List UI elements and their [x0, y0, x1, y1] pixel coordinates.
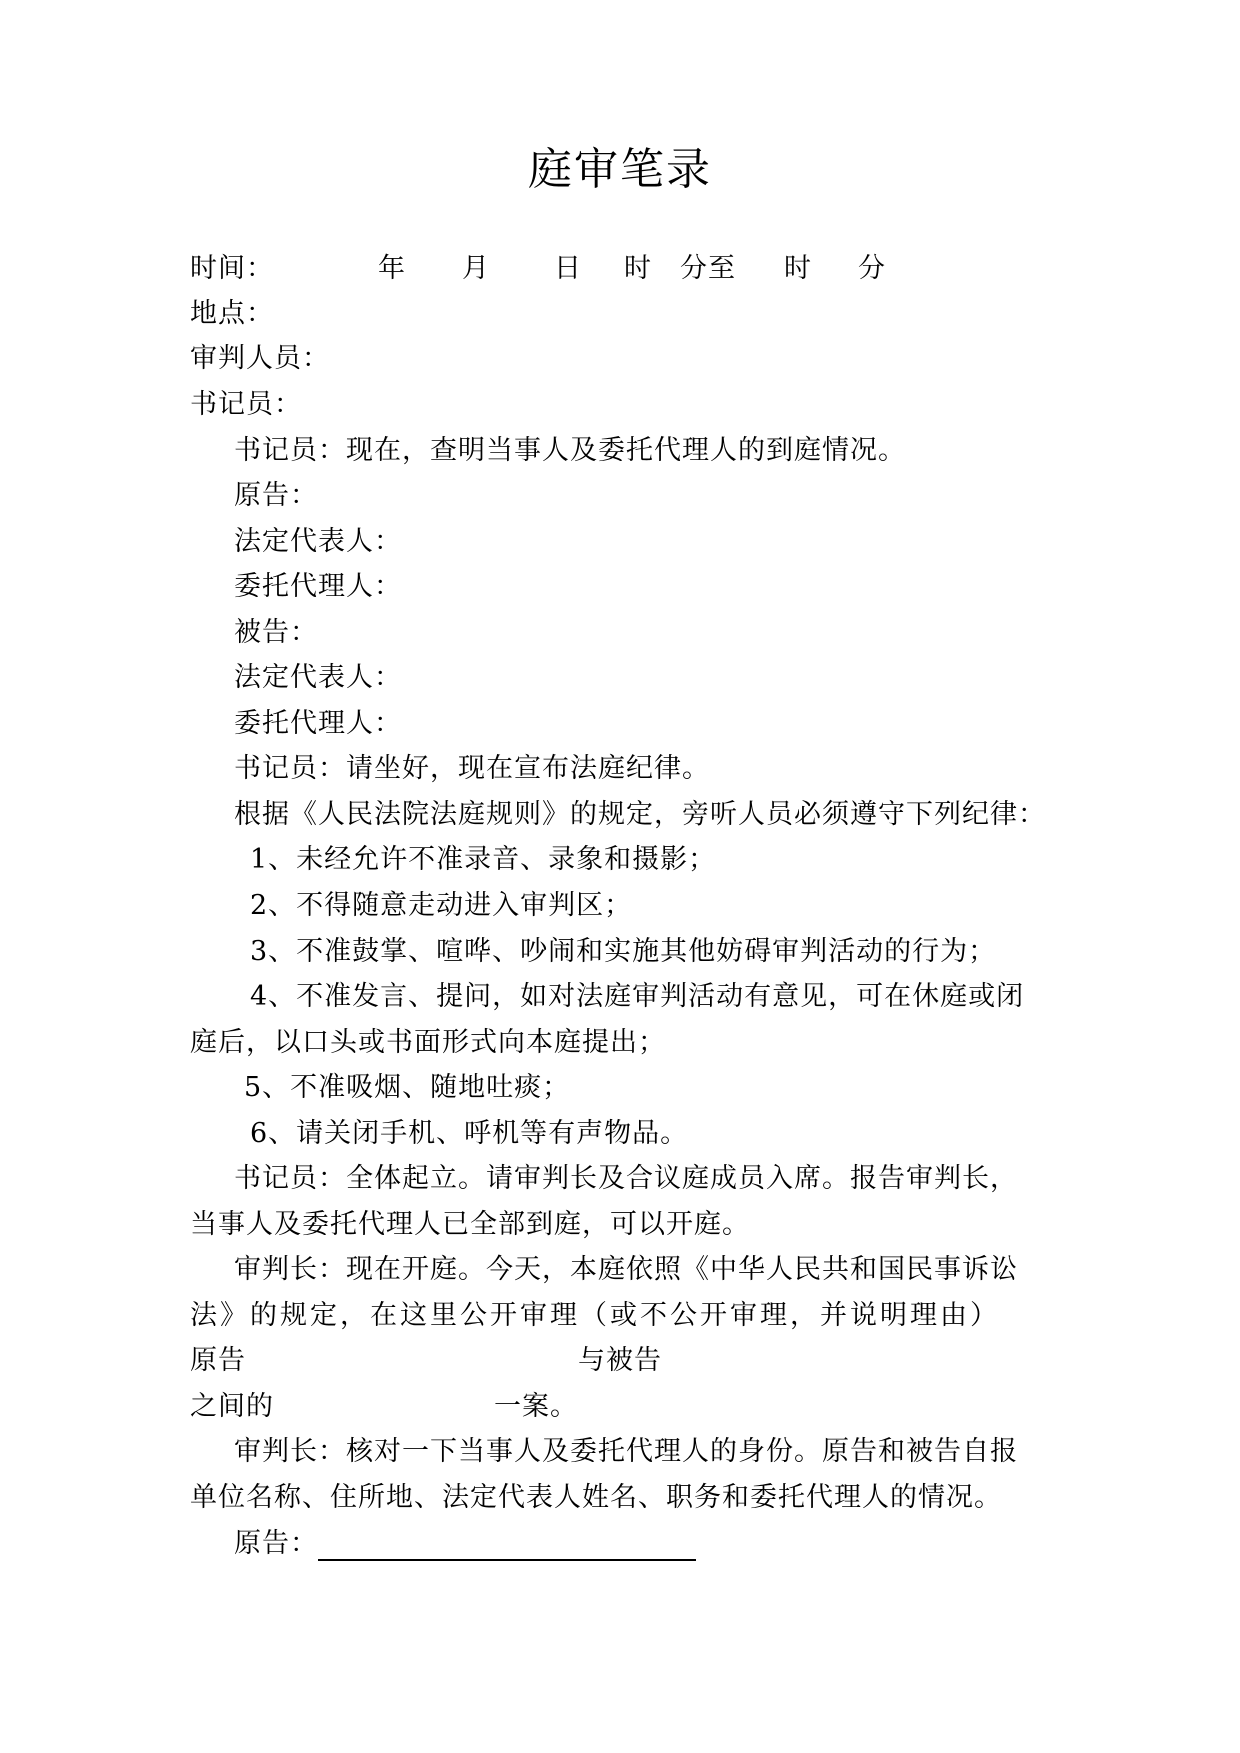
clerk-rise-b: 当事人及委托代理人已全部到庭，可以开庭。 [190, 1209, 750, 1240]
case-between-line [190, 1384, 1090, 1430]
plaintiff-rep-label: 法定代表人： [234, 526, 402, 557]
rule-6: 6、请关闭手机、呼机等有声物品。 [250, 1118, 689, 1149]
time-month: 月 [462, 253, 490, 284]
defendant-agent-label: 委托代理人： [234, 708, 402, 739]
judge-check-a: 审判长：核对一下当事人及委托代理人的身份。原告和被告自报 [234, 1436, 1018, 1467]
clerk-check: 书记员：现在，查明当事人及委托代理人的到庭情况。 [234, 435, 906, 466]
plaintiff-word: 原告 [190, 1345, 246, 1376]
time-hour: 时 [624, 253, 652, 284]
clerk-sit: 书记员：请坐好，现在宣布法庭纪律。 [234, 753, 710, 784]
rules-intro: 根据《人民法院法庭规则》的规定，旁听人员必须遵守下列纪律： [234, 799, 1046, 830]
between-word: 之间的 [190, 1391, 274, 1422]
judge-open-a: 审判长：现在开庭。今天，本庭依照《中华人民共和国民事诉讼 [234, 1254, 1018, 1285]
time-label: 时间： [190, 253, 274, 284]
one-case-word: 一案。 [494, 1391, 578, 1422]
plaintiff-label: 原告： [234, 480, 318, 511]
judge-open-b: 法》的规定，在这里公开审理（或不公开审理，并说明理由） [190, 1300, 1000, 1331]
clerk-rise-a: 书记员：全体起立。请审判长及合议庭成员入席。报告审判长， [234, 1163, 1018, 1194]
time-year: 年 [378, 253, 406, 284]
rule-4b: 庭后，以口头或书面形式向本庭提出； [190, 1027, 666, 1058]
rule-2: 2、不得随意走动进入审判区； [250, 890, 633, 921]
clerk-label: 书记员： [190, 389, 302, 420]
plaintiff-fill-line [318, 1559, 696, 1561]
and-defendant: 与被告 [578, 1345, 662, 1376]
plaintiff-last-label: 原告： [234, 1528, 318, 1559]
place-label: 地点： [190, 298, 274, 329]
defendant-rep-label: 法定代表人： [234, 662, 402, 693]
time-day: 日 [554, 253, 582, 284]
time-min2: 分 [858, 253, 886, 284]
judges-label: 审判人员： [190, 343, 330, 374]
case-parties-line [190, 1338, 1090, 1384]
document-title: 庭审笔录 [528, 144, 712, 195]
time-hour2: 时 [784, 253, 812, 284]
time-min-to: 分至 [680, 253, 736, 284]
defendant-label: 被告： [234, 617, 318, 648]
plaintiff-agent-label: 委托代理人： [234, 571, 402, 602]
judge-check-b: 单位名称、住所地、法定代表人姓名、职务和委托代理人的情况。 [190, 1482, 1002, 1513]
rule-4a: 4、不准发言、提问，如对法庭审判活动有意见，可在休庭或闭 [250, 981, 1025, 1012]
rule-5: 5、不准吸烟、随地吐痰； [244, 1072, 571, 1103]
time-line [190, 246, 1090, 292]
rule-3: 3、不准鼓掌、喧哗、吵闹和实施其他妨碍审判活动的行为； [250, 936, 997, 967]
rule-1: 1、未经允许不准录音、录象和摄影； [250, 844, 717, 875]
